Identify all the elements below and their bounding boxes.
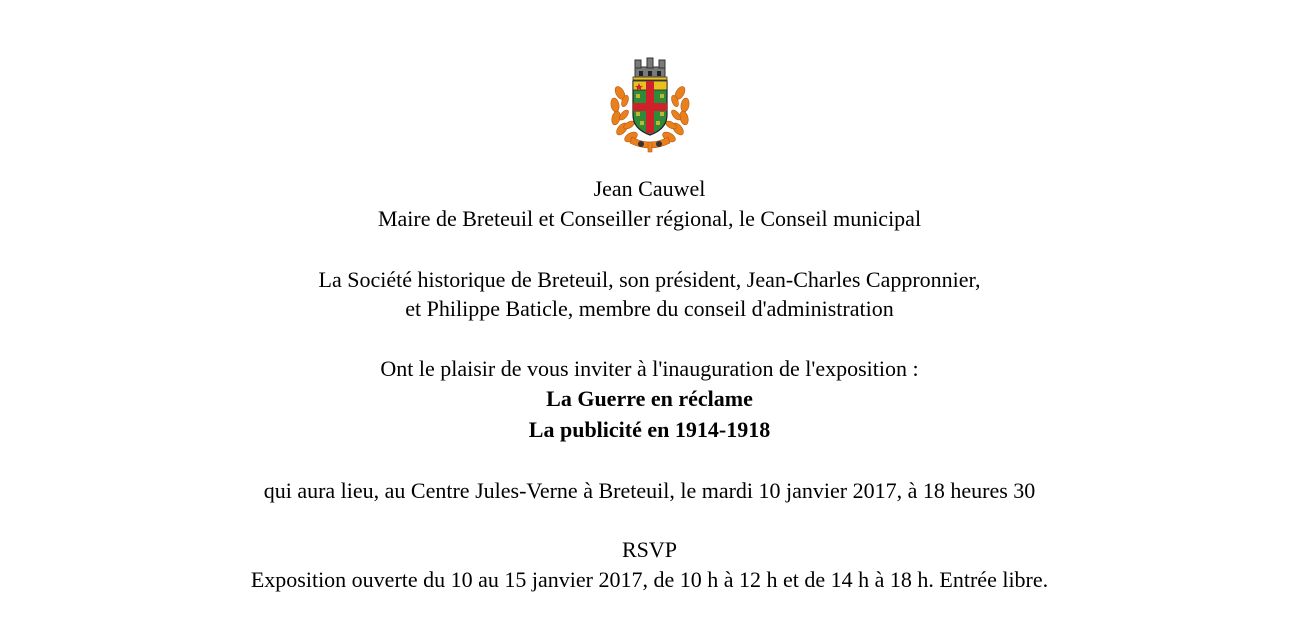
rsvp-label: RSVP xyxy=(621,537,678,562)
invitation-intro: Ont le plaisir de vous inviter à l'inauguration de l'exposition : xyxy=(380,356,919,381)
exhibition-title: La Guerre en réclame xyxy=(546,386,753,411)
host-title: Maire de Breteuil et Conseiller régional, le Conseil municipal xyxy=(377,206,922,231)
exhibition-subtitle: La publicité en 1914-1918 xyxy=(528,417,771,442)
coat-of-arms-icon xyxy=(608,57,692,155)
society-line-1: La Société historique de Breteuil, son président, Jean-Charles Cappronnier, xyxy=(318,267,981,292)
society-line-2: et Philippe Baticle, membre du conseil d'administration xyxy=(405,296,894,321)
host-name: Jean Cauwel xyxy=(593,176,706,201)
event-details: qui aura lieu, au Centre Jules-Verne à Breteuil, le mardi 10 janvier 2017, à 18 heures 30 xyxy=(263,478,1036,503)
opening-hours: Exposition ouverte du 10 au 15 janvier 2017, de 10 h à 12 h et de 14 h à 18 h. Entrée libre. xyxy=(250,567,1049,592)
crown-icon xyxy=(633,58,667,80)
